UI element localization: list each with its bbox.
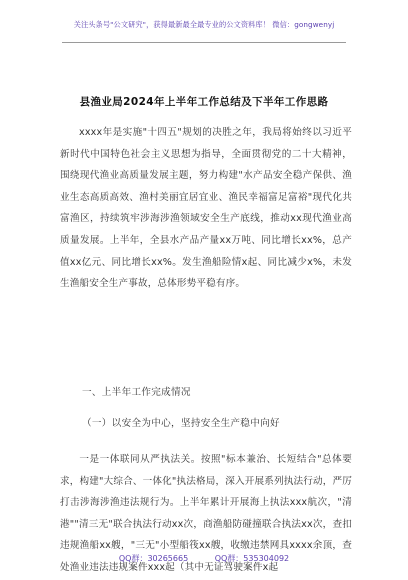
section-heading: 一、上半年工作完成情况 (82, 387, 191, 398)
header-banner: 关注头条号"公文研究"，获得最新最全最专业的公文资料库！ 微信：gongwenyj (73, 20, 335, 29)
document-title: 县渔业局2024年上半年工作总结及下半年工作思路 (79, 96, 329, 108)
body-paragraph-text: 一是一体联同从严执法关。按照"标本兼治、长短结合"总体要求，构建"大综合、一体化"执法格局，深入开展系列执法行动，严厉打击涉海涉渔违法规行为。上半年累计开展海上执法xxx航次，"清港""清三无"联合执法行动xx次，商渔船防碰撞联合执法xx次，查扣违规渔船xx艘，"三无"小型船筏xx艘，收缴违禁网具xxxx余顶，查处渔业违法违规案件xxx起（其中无证驾驶案件x起 (60, 454, 352, 573)
footer-qq-group-1: QQ群：30265665 (118, 554, 189, 563)
footer (0, 553, 408, 564)
intro-paragraph (60, 122, 352, 295)
footer-qq-group-2: QQ群：535304092 (214, 554, 290, 563)
sub-heading: （一）以安全为中心，坚持安全生产稳中向好 (82, 418, 280, 429)
header-divider (62, 42, 346, 43)
intro-paragraph-text: xxxx年是实施"十四五"规划的决胜之年，我局将始终以习近平新时代中国特色社会主义思想为指导，全面贯彻党的二十大精神，围绕现代渔业高质量发展主题，努力构建"水产品安全稳产保供、渔业生态高质高效、渔村美丽宜居宜业、渔民幸福富足富裕"现代化共富渔区，持续筑牢涉海涉渔领域安全生产底线，推动xx现代渔业高质量发展。上半年，全县水产品产量xx万吨、同比增长xx%，总产值xx亿元、同比增长xx%。发生渔船险情x起、同比减少x%，未发生渔船安全生产事故，总体形势平稳有序。 (60, 127, 352, 290)
